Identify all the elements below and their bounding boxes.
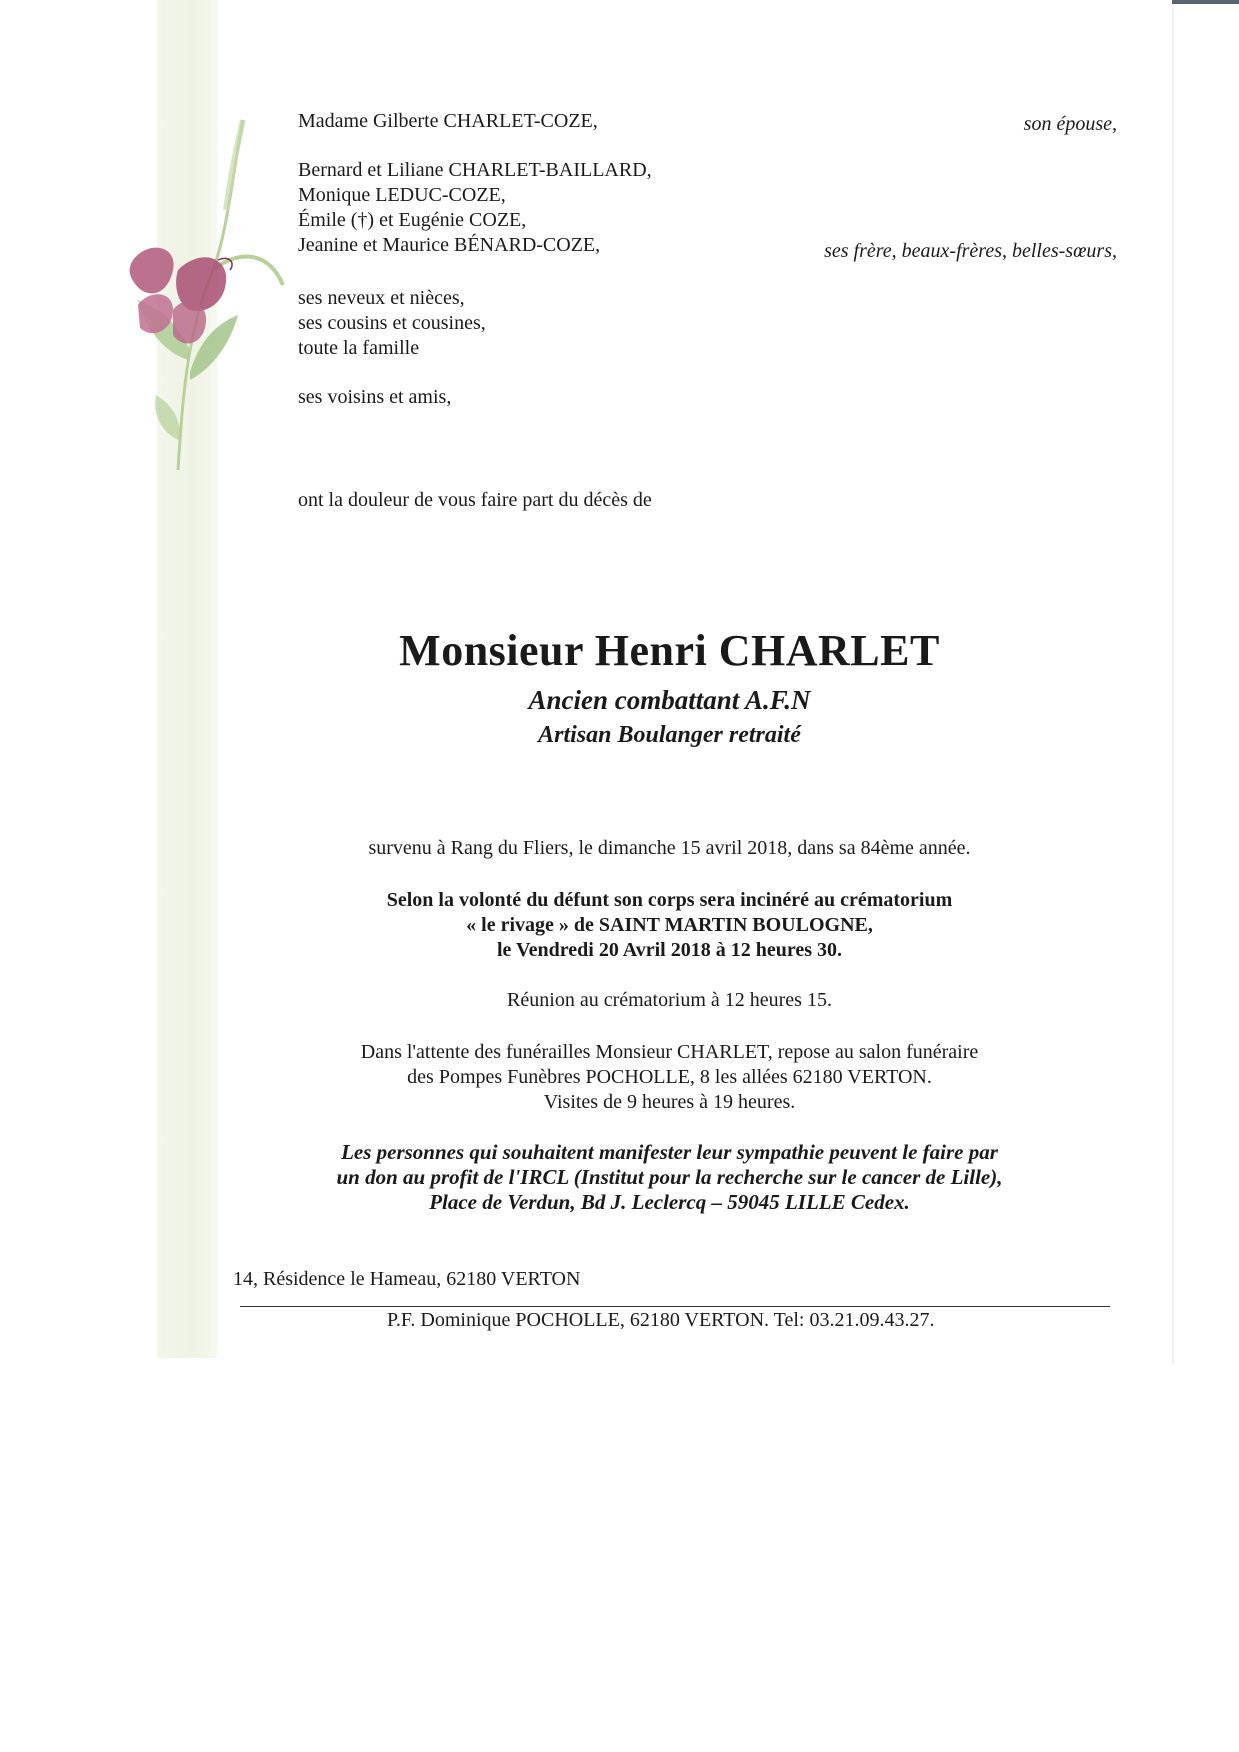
cremation-line: le Vendredi 20 Avril 2018 à 12 heures 30. xyxy=(496,939,843,961)
donation-line: Les personnes qui souhaitent manifester leur sympathie peuvent le faire par xyxy=(341,1140,998,1164)
siblings-list xyxy=(298,158,652,258)
sibling-line: Émile (†) et Eugénie COZE, xyxy=(298,209,527,231)
cremation-line: Selon la volonté du défunt son corps sera incinéré au crématorium xyxy=(386,889,953,911)
meeting-line: Réunion au crématorium à 12 heures 15. xyxy=(507,989,832,1011)
sibling-line: Monique LEDUC-COZE, xyxy=(298,184,506,206)
deceased-title-veteran: Ancien combattant A.F.N xyxy=(528,685,811,715)
calla-lily-illustration xyxy=(118,110,288,480)
relatives-line: ses neveux et nièces, xyxy=(298,287,465,309)
deceased-name: Monsieur Henri CHARLET xyxy=(399,626,940,675)
sibling-line: Bernard et Liliane CHARLET-BAILLARD, xyxy=(298,159,652,181)
death-line: survenu à Rang du Fliers, le dimanche 15 avril 2018, dans sa 84ème année. xyxy=(368,837,971,859)
meeting-details xyxy=(0,988,1239,1013)
cremation-details xyxy=(0,888,1239,963)
undertaker-info: P.F. Dominique POCHOLLE, 62180 VERTON. Tel: 03.21.09.43.27. xyxy=(387,1309,935,1331)
relatives-line: ses cousins et cousines, xyxy=(298,312,486,334)
scan-mark xyxy=(1172,0,1239,4)
donation-line: Place de Verdun, Bd J. Leclercq – 59045 LILLE Cedex. xyxy=(429,1190,910,1214)
funeral-home-line: Dans l'attente des funérailles Monsieur CHARLET, repose au salon funéraire xyxy=(360,1041,979,1063)
cremation-line: « le rivage » de SAINT MARTIN BOULOGNE, xyxy=(466,914,873,936)
funeral-home-line: des Pompes Funèbres POCHOLLE, 8 les allées 62180 VERTON. xyxy=(407,1066,932,1088)
donation-line: un don au profit de l'IRCL (Institut pour la recherche sur le cancer de Lille), xyxy=(336,1165,1003,1189)
spouse-relation: son épouse, xyxy=(1023,113,1117,135)
donation-details xyxy=(0,1140,1239,1215)
sibling-line: Jeanine et Maurice BÉNARD-COZE, xyxy=(298,234,601,256)
neighbors-line: ses voisins et amis, xyxy=(298,386,452,408)
announcement-line: ont la douleur de vous faire part du décès de xyxy=(298,489,652,511)
relatives-list xyxy=(298,286,486,361)
death-details xyxy=(0,836,1239,861)
family-address: 14, Résidence le Hameau, 62180 VERTON xyxy=(233,1268,581,1290)
deceased-title-profession: Artisan Boulanger retraité xyxy=(538,722,801,748)
spouse-name: Madame Gilberte CHARLET-COZE, xyxy=(298,110,598,132)
funeral-home-line: Visites de 9 heures à 19 heures. xyxy=(543,1091,796,1113)
siblings-relation: ses frère, beaux-frères, belles-sœurs, xyxy=(824,240,1117,262)
relatives-line: toute la famille xyxy=(298,337,420,359)
funeral-home-details xyxy=(0,1040,1239,1115)
